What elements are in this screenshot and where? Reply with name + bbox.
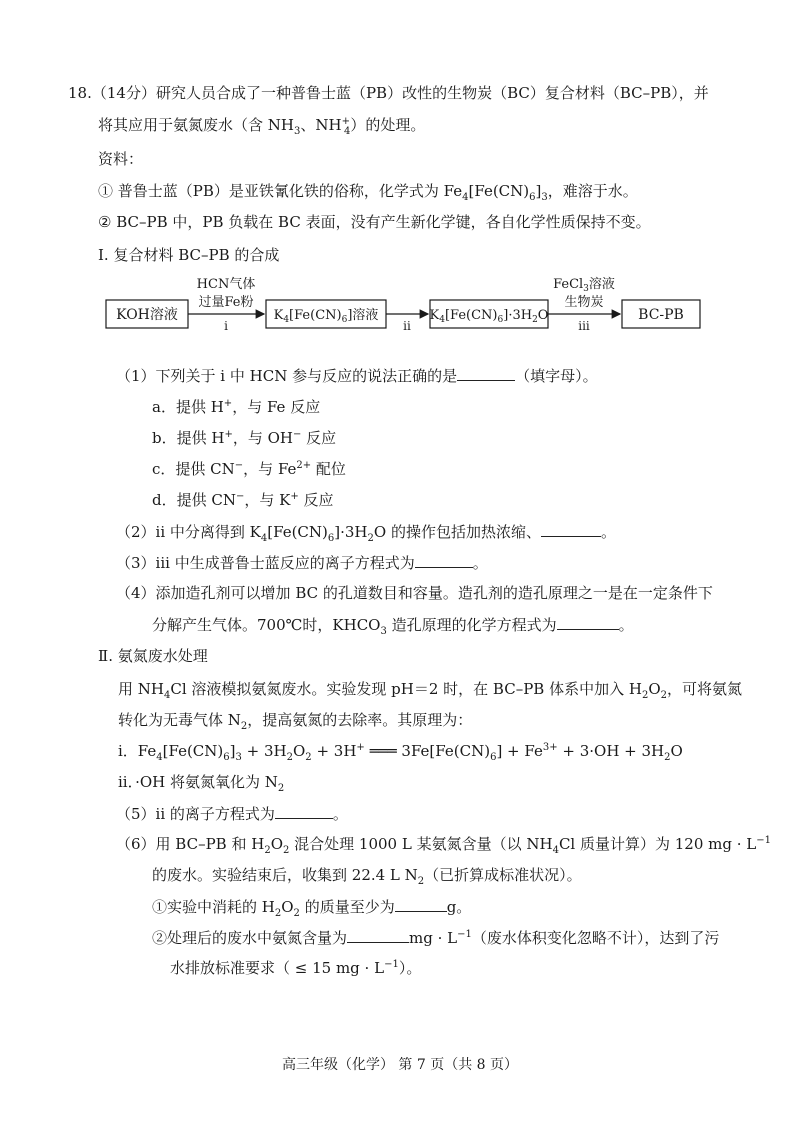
flow-box4-label: BC-PB [638, 307, 684, 323]
flow-arrow2-step: ii [403, 319, 411, 333]
flow-arrow3-reagent2: 生物炭 [564, 295, 604, 310]
page-footer: 高三年级（化学） 第 7 页（共 8 页） [281, 1057, 519, 1073]
intro-line1: 研究人员合成了一种普鲁士蓝（PB）改性的生物炭（BC）复合材料（BC–PB），并 [155, 84, 709, 102]
q1-option-d[interactable]: d．提供 CN−，与 K+ 反应 [152, 491, 334, 509]
flow-arrow1-step: i [224, 319, 228, 333]
flow-box2-label: $K_4[Fe(CN)_6]$溶液 [273, 308, 379, 325]
question-18-line2: 将其应用于氨氮废水（含 $NH_3$、$NH^+_4$）的处理。 [98, 116, 426, 137]
q6-stem-line2: 的废水。实验结束后，收集到 22.4 L $N_2$（已折算成标准状况）。 [152, 866, 582, 887]
q6-sub2-line2: 水排放标准要求（ ≤ 15 mg · $L^{-1}$）。 [170, 959, 422, 977]
synthesis-flow-diagram [0, 0, 800, 340]
flow-arrow3-step: iii [578, 319, 590, 333]
q3-answer-blank[interactable] [415, 551, 473, 568]
q6-1-answer-blank[interactable] [395, 895, 447, 912]
flow-box-k4fecn6-hydrate [430, 300, 548, 328]
reference-2: ② BC–PB 中，PB 负载在 BC 表面，没有产生新化学键，各自化学性质保持不变。 [98, 213, 651, 231]
flow-box3-label: $K_4[Fe(CN)_6]\cdot 3H_2O$ [429, 308, 549, 325]
part2-para-line2: 转化为无毒气体 $N_2$，提高氨氮的去除率。其原理为： [118, 711, 473, 732]
reference-1: ① 普鲁士蓝（PB）是亚铁氰化铁的俗称，化学式为 $Fe_4[Fe(CN)_6]_3$，难溶于水。 [98, 182, 638, 203]
q1-option-b[interactable]: b．提供 H+，与 OH− 反应 [152, 429, 337, 447]
q4-stem-line1: （4）添加造孔剂可以增加 BC 的孔道数目和容量。造孔剂的造孔原理之一是在一定条件下 [116, 584, 713, 602]
part2-para-line1: 用 $NH_4Cl$ 溶液模拟氨氮废水。实验发现 pH＝2 时，在 BC–PB 体系中加入 $H_2O_2$，可将氨氮 [118, 680, 743, 701]
q4-stem-line2: 分解产生气体。700℃时，$KHCO_3$ 造孔原理的化学方程式为 。 [152, 613, 634, 636]
flow-box-bc-pb [622, 300, 700, 328]
q6-2-answer-blank[interactable] [347, 926, 409, 943]
q1-answer-blank[interactable] [457, 364, 515, 381]
q4-answer-blank[interactable] [557, 613, 619, 630]
q1-stem: （1）下列关于 i 中 HCN 参与反应的说法正确的是 （填字母）。 [116, 364, 598, 387]
q6-sub2-line1: ②处理后的废水中氨氮含量为 mg · $L^{-1}$（废水体积变化忽略不计），达到了污 [152, 926, 719, 949]
flow-arrow1-reagent1: HCN气体 [196, 277, 256, 292]
reference-label: 资料： [98, 150, 144, 168]
equation-i: i．$Fe_4[Fe(CN)_6]_3 + 3H_2O_2 + 3H^+$ ═══ $3Fe[Fe(CN)_6] + Fe^{3+} + 3\cdot OH + 3H_2O$ [118, 742, 683, 763]
flow-arrow3-reagent1: FeCl$_3$溶液 [553, 277, 615, 294]
q1-option-a[interactable]: a．提供 H+，与 Fe 反应 [152, 398, 321, 416]
flow-arrow1-reagent2: 过量Fe粉 [198, 295, 254, 310]
flow-box-koh [106, 300, 188, 328]
q2-stem: （2）ii 中分离得到 $K_4[Fe(CN)_6]\cdot 3H_2O$ 的操作包括加热浓缩、 。 [116, 520, 616, 543]
part2-title: Ⅱ. 氨氮废水处理 [98, 647, 208, 665]
equation-ii: ii．·OH 将氨氮氧化为 $N_2$ [118, 773, 285, 794]
q5-stem: （5）ii 的离子方程式为 。 [116, 802, 348, 825]
q6-stem-line1: （6）用 BC–PB 和 $H_2O_2$ 混合处理 1000 L 某氨氮含量（以 $NH_4Cl$ 质量计算）为 120 mg · $L^{-1}$ [116, 835, 772, 856]
question-number: 18. [68, 84, 92, 102]
q5-answer-blank[interactable] [275, 802, 333, 819]
flow-box-k4fecn6-solution [266, 300, 386, 328]
q3-stem: （3）iii 中生成普鲁士蓝反应的离子方程式为 。 [116, 551, 488, 574]
question-score: （14分） [91, 84, 156, 102]
flow-box1-label: KOH溶液 [116, 307, 178, 323]
q6-sub1: ①实验中消耗的 $H_2O_2$ 的质量至少为 g。 [152, 895, 471, 918]
part1-title: Ⅰ. 复合材料 BC–PB 的合成 [98, 246, 280, 264]
q2-answer-blank[interactable] [541, 520, 601, 537]
q1-option-c[interactable]: c．提供 CN−，与 $Fe^{2+}$ 配位 [152, 460, 346, 478]
question-18-line1 [68, 82, 709, 104]
